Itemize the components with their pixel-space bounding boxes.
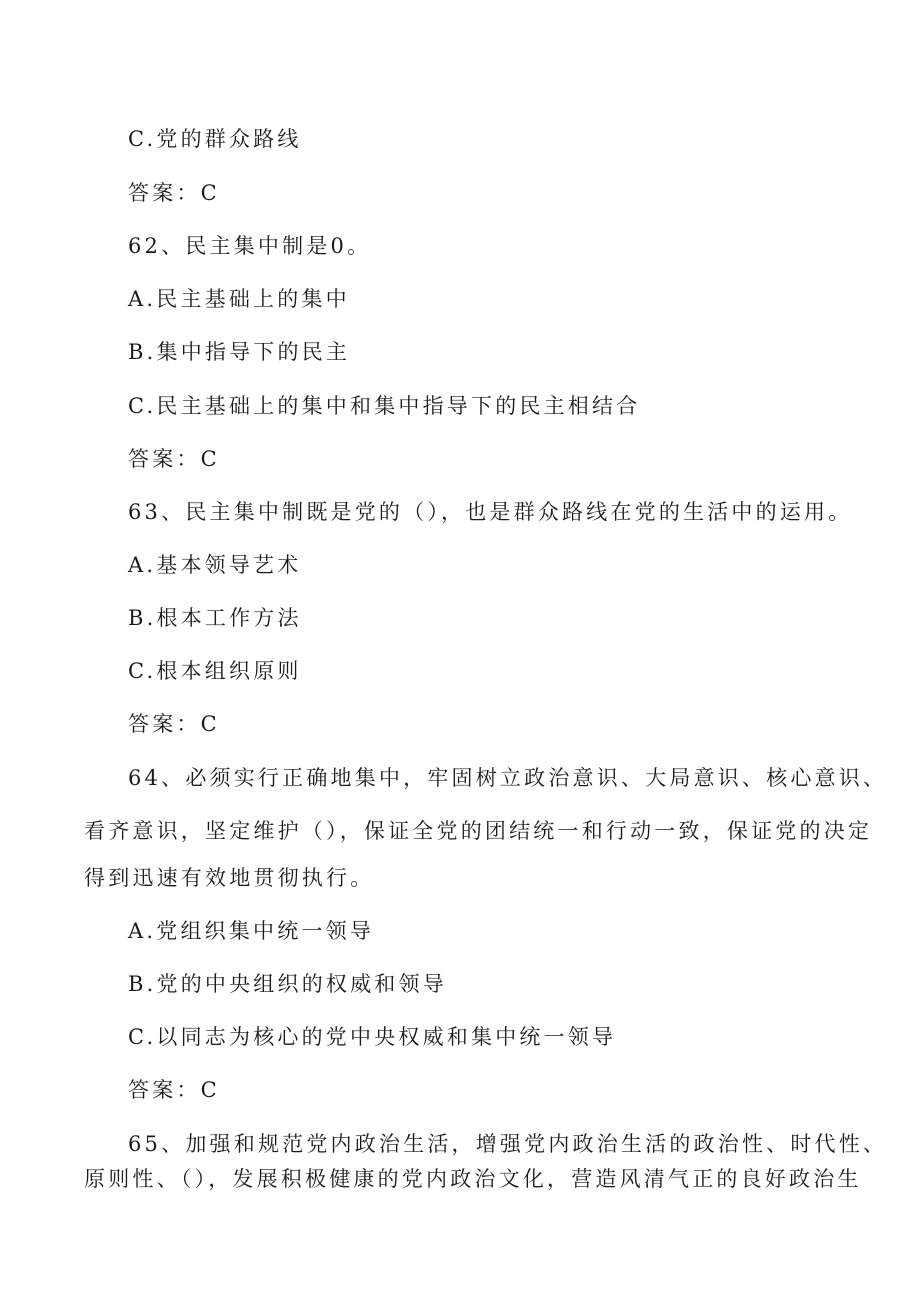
q64-question-line2: 看齐意识，坚定维护（），保证全党的团结统一和行动一致，保证党的决定: [84, 819, 873, 843]
q64-option-c: C.以同志为核心的党中央权威和集中统一领导: [128, 1025, 617, 1049]
q65-question-line2: 原则性、（），发展积极健康的党内政治文化，营造风清气正的良好政治生: [84, 1167, 862, 1191]
q62-option-a: A.民主基础上的集中: [128, 287, 350, 311]
q63-option-a: A.基本领导艺术: [128, 553, 302, 577]
q63-option-b: B.根本工作方法: [128, 606, 302, 630]
q63-question: 63、民主集中制既是党的（），也是群众路线在党的生活中的运用。: [128, 500, 853, 524]
q62-answer: 答案：C: [128, 447, 220, 471]
q64-question-line1: 64、必须实行正确地集中，牢固树立政治意识、大局意识、核心意识、: [128, 766, 888, 790]
q61-option-c: C.党的群众路线: [128, 127, 302, 151]
q63-option-c: C.根本组织原则: [128, 659, 302, 683]
q62-option-b: B.集中指导下的民主: [128, 340, 351, 364]
q64-option-b: B.党的中央组织的权威和领导: [128, 972, 447, 996]
q62-option-c: C.民主基础上的集中和集中指导下的民主相结合: [128, 394, 641, 418]
q64-question-line3: 得到迅速有效地贯彻执行。: [84, 866, 375, 890]
q63-answer: 答案：C: [128, 712, 220, 736]
q65-question-line1: 65、加强和规范党内政治生活，增强党内政治生活的政治性、时代性、: [128, 1132, 888, 1156]
q62-question: 62、民主集中制是0。: [128, 234, 372, 258]
q61-answer: 答案：C: [128, 181, 220, 205]
q64-answer: 答案：C: [128, 1078, 220, 1102]
q64-option-a: A.党组织集中统一领导: [128, 919, 375, 943]
